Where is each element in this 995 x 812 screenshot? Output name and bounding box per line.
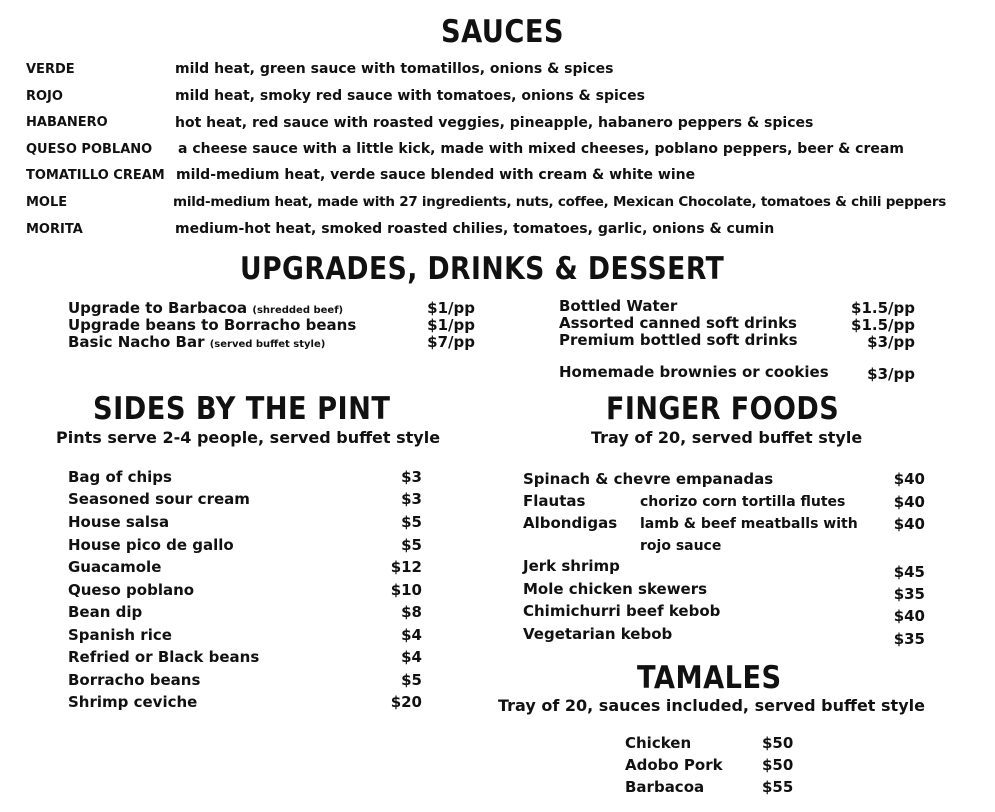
finger-foods-subtitle: Tray of 20, served buffet style — [591, 428, 863, 447]
side-price: $8 — [401, 603, 422, 621]
drink-price: $1.5/pp — [851, 316, 915, 334]
drink-name: Bottled Water — [559, 297, 678, 315]
finger-price: $40 — [893, 470, 925, 488]
drink-price: $3/pp — [867, 333, 915, 351]
tamale-name: Barbacoa — [625, 778, 705, 796]
tamale-price: $50 — [762, 756, 794, 774]
finger-name: Jerk shrimp — [523, 557, 620, 575]
sauce-desc: a cheese sauce with a little kick, made with mixed cheeses, poblano peppers, beer & cream — [178, 141, 904, 157]
side-price: $4 — [401, 626, 422, 644]
sauce-name: ROJO — [26, 89, 63, 104]
side-price: $3 — [401, 468, 422, 486]
upgrade-name: Upgrade to Barbacoa — [68, 299, 248, 317]
tamale-price: $55 — [762, 778, 794, 796]
side-price: $5 — [401, 513, 422, 531]
upgrade-item — [68, 333, 325, 354]
upgrade-item — [68, 316, 356, 334]
finger-name: Vegetarian kebob — [523, 625, 673, 643]
upgrade-note: (shredded beef) — [252, 305, 344, 316]
upgrade-name: Basic Nacho Bar — [68, 333, 205, 351]
tamales-title: TAMALES — [637, 660, 782, 696]
upgrade-price: $1/pp — [427, 316, 475, 334]
sauce-name: MOLE — [26, 195, 68, 210]
tamale-name: Adobo Pork — [625, 756, 723, 774]
sauce-name: MORITA — [26, 222, 83, 237]
upgrade-note: (served buffet style) — [209, 339, 326, 350]
tamales-subtitle: Tray of 20, sauces included, served buffet style — [498, 696, 925, 715]
upgrade-name: Upgrade beans to Borracho beans — [68, 316, 357, 334]
side-price: $20 — [390, 693, 422, 711]
drink-name: Premium bottled soft drinks — [559, 331, 798, 349]
side-name: Bag of chips — [68, 468, 172, 486]
finger-name: Flautas — [523, 492, 586, 510]
upgrade-price: $1/pp — [427, 299, 475, 317]
sauce-name: VERDE — [26, 62, 75, 77]
sauce-name: QUESO POBLANO — [26, 142, 153, 157]
upgrades-title: UPGRADES, DRINKS & DESSERT — [240, 251, 725, 287]
sauce-desc: mild heat, smoky red sauce with tomatoes, onions & spices — [175, 88, 645, 104]
dessert-name: Homemade brownies or cookies — [559, 363, 829, 381]
finger-price: $35 — [893, 630, 925, 648]
side-name: Borracho beans — [68, 671, 201, 689]
sauce-desc: hot heat, red sauce with roasted veggies, pineapple, habanero peppers & spices — [175, 115, 814, 131]
drink-price: $1.5/pp — [851, 299, 915, 317]
sides-title: SIDES BY THE PINT — [93, 391, 391, 427]
drink-name: Assorted canned soft drinks — [559, 314, 797, 332]
sauces-title: SAUCES — [441, 14, 565, 50]
side-name: Refried or Black beans — [68, 648, 260, 666]
side-price: $12 — [390, 558, 422, 576]
side-name: Guacamole — [68, 558, 162, 576]
side-price: $4 — [401, 648, 422, 666]
side-price: $5 — [401, 536, 422, 554]
tamale-name: Chicken — [625, 734, 692, 752]
finger-desc: lamb & beef meatballs with — [640, 516, 858, 532]
finger-desc-cont: rojo sauce — [640, 538, 722, 554]
sauce-desc: mild-medium heat, made with 27 ingredients, nuts, coffee, Mexican Chocolate, tomatoes & chili peppers — [173, 194, 947, 210]
side-name: House salsa — [68, 513, 170, 531]
sauce-desc: mild heat, green sauce with tomatillos, onions & spices — [175, 61, 614, 77]
side-price: $3 — [401, 490, 422, 508]
finger-price: $35 — [893, 585, 925, 603]
side-name: Seasoned sour cream — [68, 490, 250, 508]
sauce-desc: medium-hot heat, smoked roasted chilies, tomatoes, garlic, onions & cumin — [175, 221, 775, 237]
finger-foods-title: FINGER FOODS — [606, 391, 840, 427]
side-price: $5 — [401, 671, 422, 689]
side-name: Queso poblano — [68, 581, 195, 599]
finger-price: $45 — [893, 563, 925, 581]
finger-price: $40 — [893, 607, 925, 625]
side-name: House pico de gallo — [68, 536, 234, 554]
sides-subtitle: Pints serve 2-4 people, served buffet style — [56, 428, 441, 447]
finger-name: Spinach & chevre empanadas — [523, 470, 774, 488]
side-name: Bean dip — [68, 603, 143, 621]
side-name: Spanish rice — [68, 626, 172, 644]
finger-name: Mole chicken skewers — [523, 580, 708, 598]
finger-name: Albondigas — [523, 514, 618, 532]
finger-price: $40 — [893, 493, 925, 511]
sauce-desc: mild-medium heat, verde sauce blended with cream & white wine — [176, 167, 696, 183]
sauce-name: TOMATILLO CREAM — [26, 168, 165, 183]
upgrade-price: $7/pp — [427, 333, 475, 351]
finger-name: Chimichurri beef kebob — [523, 602, 721, 620]
side-price: $10 — [390, 581, 422, 599]
tamale-price: $50 — [762, 734, 794, 752]
finger-price: $40 — [893, 515, 925, 533]
dessert-price: $3/pp — [867, 365, 915, 383]
finger-desc: chorizo corn tortilla flutes — [640, 494, 846, 510]
side-name: Shrimp ceviche — [68, 693, 198, 711]
sauce-name: HABANERO — [26, 115, 108, 130]
